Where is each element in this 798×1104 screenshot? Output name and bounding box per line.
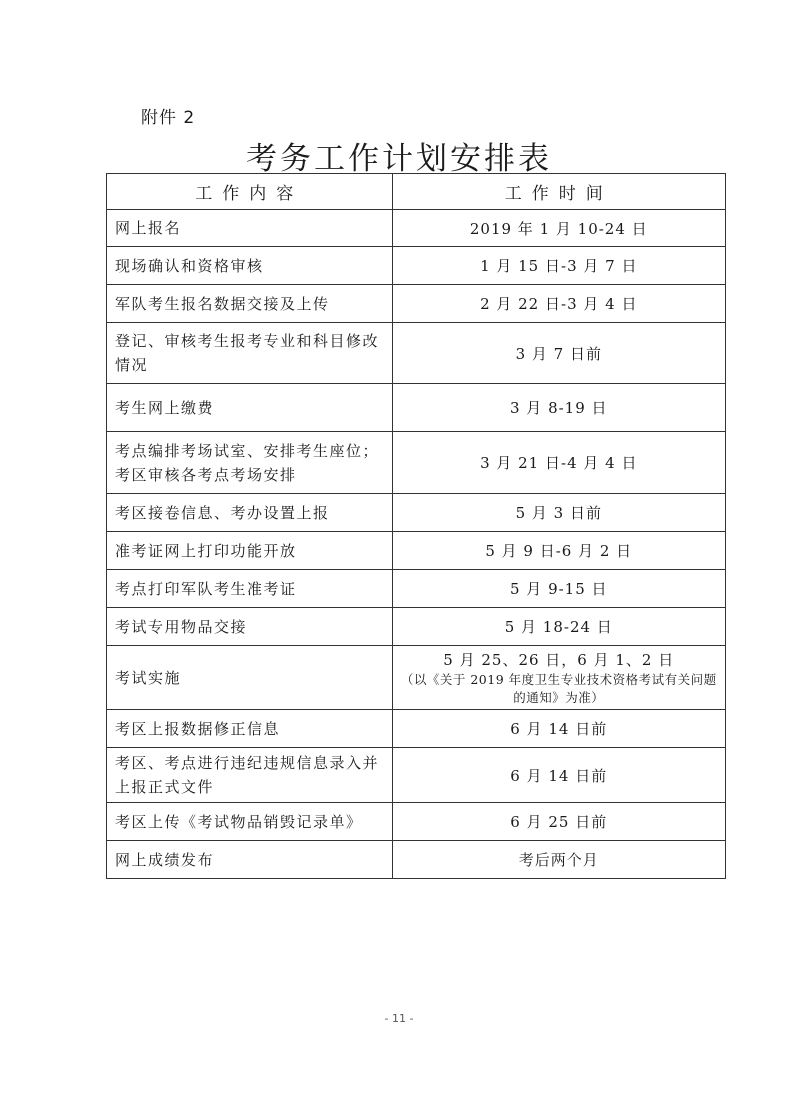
task-cell: 准考证网上打印功能开放 [107,532,393,570]
time-cell: 5 月 18-24 日 [392,608,725,646]
attachment-label: 附件 2 [141,108,196,128]
header-time: 工作时间 [392,174,725,210]
time-cell: 2 月 22 日-3 月 4 日 [392,285,725,323]
table-row [107,710,726,748]
header-task: 工作内容 [107,174,393,210]
task-cell: 考点编排考场试室、安排考生座位；考区审核各考点考场安排 [107,432,393,494]
task-cell: 考区接卷信息、考办设置上报 [107,494,393,532]
page-title: 考务工作计划安排表 [246,141,552,177]
page-number: - 11 - [384,1012,414,1025]
table-row [107,841,726,879]
time-cell: 3 月 21 日-4 月 4 日 [392,432,725,494]
table-row [107,285,726,323]
table-row [107,432,726,494]
time-main: 5 月 25、26 日，6 月 1、2 日 [443,650,675,669]
task-cell: 登记、审核考生报考专业和科目修改情况 [107,323,393,384]
task-cell: 网上成绩发布 [107,841,393,879]
table-row [107,748,726,803]
time-cell [392,646,725,710]
task-cell: 考生网上缴费 [107,384,393,432]
time-cell: 6 月 14 日前 [392,748,725,803]
time-cell: 6 月 25 日前 [392,803,725,841]
task-cell: 考试专用物品交接 [107,608,393,646]
time-cell: 1 月 15 日-3 月 7 日 [392,247,725,285]
time-cell: 3 月 7 日前 [392,323,725,384]
table-header-row [107,174,726,210]
task-cell: 现场确认和资格审核 [107,247,393,285]
table-row [107,532,726,570]
table-row [107,494,726,532]
task-cell: 考点打印军队考生准考证 [107,570,393,608]
time-cell: 2019 年 1 月 10-24 日 [392,210,725,247]
task-cell: 考区、考点进行违纪违规信息录入并上报正式文件 [107,748,393,803]
task-cell: 考区上传《考试物品销毁记录单》 [107,803,393,841]
table-row [107,323,726,384]
schedule-table [106,173,726,879]
table-row [107,210,726,247]
time-cell: 6 月 14 日前 [392,710,725,748]
task-cell: 军队考生报名数据交接及上传 [107,285,393,323]
time-note: （以《关于 2019 年度卫生专业技术资格考试有关问题的通知》为准） [400,671,717,705]
task-cell: 考试实施 [107,646,393,710]
task-cell: 考区上报数据修正信息 [107,710,393,748]
task-cell: 网上报名 [107,210,393,247]
time-cell: 5 月 9 日-6 月 2 日 [392,532,725,570]
time-cell: 5 月 9-15 日 [392,570,725,608]
table-row [107,247,726,285]
time-cell: 考后两个月 [392,841,725,879]
table-row [107,608,726,646]
table-row [107,803,726,841]
table-row [107,646,726,710]
table-row [107,570,726,608]
time-cell: 5 月 3 日前 [392,494,725,532]
time-cell: 3 月 8-19 日 [392,384,725,432]
table-row [107,384,726,432]
